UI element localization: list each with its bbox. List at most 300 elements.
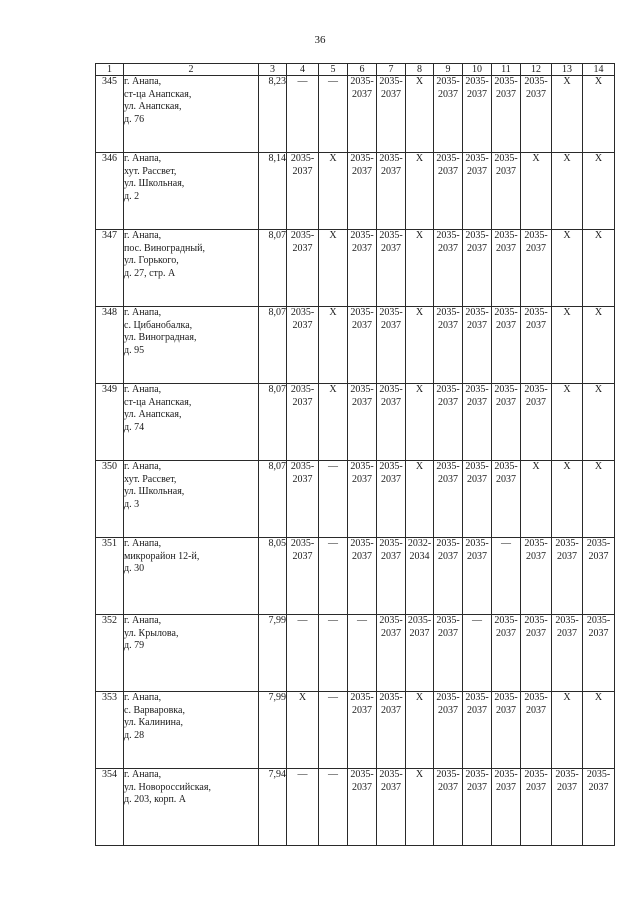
period-text: X xyxy=(594,153,603,164)
column-header: 9 xyxy=(434,64,463,76)
address-cell xyxy=(124,769,259,846)
period-cell xyxy=(552,307,583,384)
period-text: 2035- xyxy=(465,230,489,241)
period-cell xyxy=(319,615,348,692)
period-text: 2037 xyxy=(438,242,458,254)
address-line: хут. Рассвет, xyxy=(124,165,177,177)
table-row xyxy=(96,76,615,153)
period-text: 2037 xyxy=(438,627,458,639)
period-text: 2035- xyxy=(379,692,403,703)
period-text: 2035- xyxy=(290,230,315,241)
period-text: 2035- xyxy=(350,76,374,87)
period-text: 2037 xyxy=(526,627,546,639)
period-text: 2037 xyxy=(588,627,609,639)
period-cell xyxy=(434,461,463,538)
period-text: 2037 xyxy=(496,781,516,793)
row-number: 353 xyxy=(96,692,124,769)
period-text: X xyxy=(563,153,571,164)
period-text: 2035- xyxy=(379,384,403,395)
period-text: 2034 xyxy=(409,550,430,562)
period-text: 2037 xyxy=(526,781,546,793)
period-text: X xyxy=(415,76,424,87)
period-text: 2035- xyxy=(524,692,548,703)
period-cell xyxy=(434,76,463,153)
period-text: X xyxy=(298,692,307,703)
address-line: д. 30 xyxy=(124,563,145,574)
address-line: г. Анапа, xyxy=(124,384,162,395)
period-text: 2037 xyxy=(292,319,313,331)
period-cell xyxy=(406,692,434,769)
period-text: 2035- xyxy=(436,692,460,703)
period-text: X xyxy=(594,230,603,241)
period-text: X xyxy=(563,384,571,395)
period-text: 2037 xyxy=(526,704,546,716)
period-cell xyxy=(434,307,463,384)
period-cell xyxy=(434,769,463,846)
row-number: 354 xyxy=(96,769,124,846)
period-text: 2035- xyxy=(436,615,460,626)
period-text: 2037 xyxy=(352,781,372,793)
period-text: 2035- xyxy=(350,384,374,395)
period-text: 2035- xyxy=(586,615,611,626)
period-cell xyxy=(319,461,348,538)
period-text: 2035- xyxy=(350,153,374,164)
period-text: 2035- xyxy=(290,538,315,549)
period-cell xyxy=(521,307,552,384)
period-text: 2035- xyxy=(379,615,403,626)
period-text: X xyxy=(329,153,337,164)
table-row xyxy=(96,461,615,538)
period-text: 2037 xyxy=(381,396,401,408)
period-text: X xyxy=(594,461,603,472)
period-text: 2035- xyxy=(436,76,460,87)
period-text: 2035- xyxy=(290,307,315,318)
period-text: 2035- xyxy=(350,692,374,703)
period-cell xyxy=(406,769,434,846)
period-text: X xyxy=(532,461,540,472)
period-text: 2037 xyxy=(496,242,516,254)
value-cell: 8,05 xyxy=(259,538,287,615)
column-header: 6 xyxy=(348,64,377,76)
period-text: 2035- xyxy=(524,615,548,626)
period-cell xyxy=(406,384,434,461)
period-text: 2035- xyxy=(494,769,518,780)
table-row xyxy=(96,538,615,615)
period-text: 2035- xyxy=(350,538,374,549)
address-cell xyxy=(124,153,259,230)
period-cell xyxy=(377,692,406,769)
address-line: ул. Анапская, xyxy=(124,101,182,112)
period-cell xyxy=(434,692,463,769)
address-line: ул. Крылова, xyxy=(124,627,179,639)
period-cell xyxy=(521,153,552,230)
period-text: 2035- xyxy=(494,153,518,164)
period-text: — xyxy=(297,769,308,780)
period-text: 2037 xyxy=(467,319,487,331)
row-number: 352 xyxy=(96,615,124,692)
period-text: 2035- xyxy=(436,538,460,549)
address-line: д. 27, стр. А xyxy=(124,267,176,279)
address-line: д. 2 xyxy=(124,190,140,202)
period-text: 2035- xyxy=(436,384,460,395)
period-text: 2035- xyxy=(465,461,489,472)
page-number: 36 xyxy=(314,34,326,46)
period-text: X xyxy=(563,461,571,472)
address-line: г. Анапа, xyxy=(124,307,162,318)
period-cell xyxy=(552,615,583,692)
address-line: г. Анапа, xyxy=(124,615,162,626)
value-cell: 8,07 xyxy=(259,461,287,538)
period-text: 2037 xyxy=(292,396,313,408)
table-row xyxy=(96,769,615,846)
address-line: ст-ца Анапская, xyxy=(124,88,192,100)
address-line: г. Анапа, xyxy=(124,461,162,472)
period-text: — xyxy=(328,692,338,703)
period-cell xyxy=(319,76,348,153)
period-text: — xyxy=(501,538,511,549)
period-text: 2037 xyxy=(381,473,401,485)
period-text: X xyxy=(415,230,424,241)
period-text: 2037 xyxy=(292,473,313,485)
period-text: 2035- xyxy=(436,230,460,241)
period-text: X xyxy=(594,692,603,703)
period-cell xyxy=(463,153,492,230)
data-table xyxy=(95,63,615,846)
period-text: 2035- xyxy=(494,461,518,472)
period-text: 2035- xyxy=(586,538,611,549)
period-text: 2037 xyxy=(467,473,487,485)
period-cell xyxy=(434,615,463,692)
period-cell xyxy=(287,769,319,846)
period-cell xyxy=(406,538,434,615)
period-text: 2037 xyxy=(381,88,401,100)
period-cell xyxy=(348,769,377,846)
period-cell xyxy=(377,307,406,384)
period-cell xyxy=(406,461,434,538)
period-cell xyxy=(583,307,615,384)
address-line: ул. Школьная, xyxy=(124,486,185,497)
period-text: — xyxy=(472,615,482,626)
period-text: X xyxy=(415,692,424,703)
address-cell xyxy=(124,461,259,538)
period-text: 2037 xyxy=(292,550,313,562)
period-text: 2037 xyxy=(467,165,487,177)
period-text: 2032- xyxy=(407,538,432,549)
period-text: — xyxy=(297,76,308,87)
period-text: 2035- xyxy=(436,153,460,164)
period-text: 2037 xyxy=(467,550,487,562)
column-header: 5 xyxy=(319,64,348,76)
period-text: 2037 xyxy=(381,627,401,639)
period-text: 2035- xyxy=(290,461,315,472)
period-text: 2037 xyxy=(381,704,401,716)
period-text: 2037 xyxy=(352,88,372,100)
period-cell xyxy=(377,230,406,307)
period-text: X xyxy=(563,76,571,87)
address-line: д. 74 xyxy=(124,421,145,433)
period-cell xyxy=(521,769,552,846)
row-number: 350 xyxy=(96,461,124,538)
column-header: 12 xyxy=(521,64,552,76)
period-cell xyxy=(348,384,377,461)
row-number: 345 xyxy=(96,76,124,153)
period-text: 2035- xyxy=(436,769,460,780)
period-text: 2035- xyxy=(379,538,403,549)
period-text: X xyxy=(594,76,603,87)
address-line: микрорайон 12-й, xyxy=(124,550,200,562)
period-cell xyxy=(319,384,348,461)
column-header: 4 xyxy=(287,64,319,76)
period-text: 2037 xyxy=(467,704,487,716)
address-line: д. 76 xyxy=(124,113,145,125)
period-text: 2037 xyxy=(526,242,546,254)
period-text: 2035- xyxy=(379,461,403,472)
period-text: 2035- xyxy=(524,307,548,318)
column-header: 14 xyxy=(583,64,615,76)
period-cell xyxy=(521,615,552,692)
period-text: 2037 xyxy=(381,165,401,177)
table-row xyxy=(96,615,615,692)
period-text: 2035- xyxy=(494,692,518,703)
period-text: X xyxy=(415,307,424,318)
address-line: ул. Калинина, xyxy=(124,717,183,728)
period-cell xyxy=(287,461,319,538)
period-text: X xyxy=(415,461,424,472)
period-text: 2035- xyxy=(465,692,489,703)
period-text: 2037 xyxy=(526,88,546,100)
period-text: — xyxy=(328,461,338,472)
period-cell xyxy=(583,153,615,230)
period-text: 2035- xyxy=(465,538,489,549)
period-cell xyxy=(463,692,492,769)
period-text: 2037 xyxy=(588,781,609,793)
table-row xyxy=(96,230,615,307)
period-text: 2037 xyxy=(467,781,487,793)
period-cell xyxy=(492,461,521,538)
period-text: 2035- xyxy=(290,153,315,164)
value-cell: 8,07 xyxy=(259,384,287,461)
period-cell xyxy=(348,538,377,615)
value-cell: 8,23 xyxy=(259,76,287,153)
period-cell xyxy=(492,76,521,153)
period-cell xyxy=(583,615,615,692)
period-cell xyxy=(492,384,521,461)
value-cell: 8,07 xyxy=(259,307,287,384)
period-cell xyxy=(552,76,583,153)
period-text: 2035- xyxy=(379,769,403,780)
period-cell xyxy=(348,615,377,692)
period-cell xyxy=(492,230,521,307)
period-text: 2035- xyxy=(465,769,489,780)
table-row xyxy=(96,692,615,769)
table-row xyxy=(96,384,615,461)
period-text: 2035- xyxy=(436,307,460,318)
period-text: 2035- xyxy=(350,230,374,241)
address-cell xyxy=(124,692,259,769)
period-cell xyxy=(406,153,434,230)
period-text: 2037 xyxy=(438,319,458,331)
row-number: 346 xyxy=(96,153,124,230)
address-line: ул. Горького, xyxy=(124,255,179,266)
period-text: 2037 xyxy=(352,704,372,716)
period-text: 2035- xyxy=(555,769,579,780)
period-text: X xyxy=(329,230,337,241)
period-text: 2035- xyxy=(436,461,460,472)
period-cell xyxy=(583,76,615,153)
address-line: ул. Школьная, xyxy=(124,178,185,189)
period-text: 2037 xyxy=(352,319,372,331)
address-line: ст-ца Анапская, xyxy=(124,396,192,408)
period-cell xyxy=(583,384,615,461)
period-cell xyxy=(319,153,348,230)
column-header: 10 xyxy=(463,64,492,76)
value-cell: 7,99 xyxy=(259,692,287,769)
period-text: 2037 xyxy=(352,165,372,177)
period-cell xyxy=(492,692,521,769)
address-cell xyxy=(124,230,259,307)
period-text: — xyxy=(328,538,338,549)
value-cell: 7,99 xyxy=(259,615,287,692)
period-text: 2037 xyxy=(381,319,401,331)
row-number: 351 xyxy=(96,538,124,615)
period-text: 2037 xyxy=(557,550,577,562)
period-cell xyxy=(377,461,406,538)
period-cell xyxy=(348,230,377,307)
period-text: 2035- xyxy=(379,153,403,164)
address-line: ул. Новороссийская, xyxy=(124,781,211,793)
period-text: X xyxy=(329,384,337,395)
period-text: 2037 xyxy=(467,242,487,254)
period-cell xyxy=(463,384,492,461)
period-text: 2037 xyxy=(352,396,372,408)
period-text: 2037 xyxy=(526,550,546,562)
row-number: 349 xyxy=(96,384,124,461)
period-text: 2035- xyxy=(350,461,374,472)
period-cell xyxy=(319,538,348,615)
address-line: г. Анапа, xyxy=(124,538,162,549)
period-text: 2035- xyxy=(524,769,548,780)
period-text: 2037 xyxy=(496,319,516,331)
period-text: 2035- xyxy=(555,615,579,626)
period-text: X xyxy=(563,230,571,241)
period-cell xyxy=(406,76,434,153)
period-text: — xyxy=(328,769,338,780)
period-text: 2037 xyxy=(438,550,458,562)
period-cell xyxy=(583,538,615,615)
period-cell xyxy=(287,76,319,153)
period-cell xyxy=(377,153,406,230)
period-cell xyxy=(406,615,434,692)
period-cell xyxy=(552,384,583,461)
period-cell xyxy=(287,307,319,384)
period-cell xyxy=(434,230,463,307)
period-cell xyxy=(406,230,434,307)
address-line: г. Анапа, xyxy=(124,76,162,87)
period-text: 2035- xyxy=(407,615,432,626)
address-line: г. Анапа, xyxy=(124,692,162,703)
period-text: 2035- xyxy=(350,769,374,780)
column-header: 13 xyxy=(552,64,583,76)
period-text: 2037 xyxy=(352,550,372,562)
period-cell xyxy=(463,307,492,384)
period-cell xyxy=(492,615,521,692)
period-cell xyxy=(287,615,319,692)
period-cell xyxy=(492,153,521,230)
address-cell xyxy=(124,384,259,461)
column-header: 3 xyxy=(259,64,287,76)
period-cell xyxy=(377,384,406,461)
period-cell xyxy=(319,230,348,307)
period-text: 2037 xyxy=(496,88,516,100)
row-number: 347 xyxy=(96,230,124,307)
column-header: 8 xyxy=(406,64,434,76)
period-cell xyxy=(319,769,348,846)
period-text: 2037 xyxy=(526,319,546,331)
period-text: 2035- xyxy=(524,384,548,395)
period-text: 2035- xyxy=(586,769,611,780)
address-cell xyxy=(124,307,259,384)
address-cell xyxy=(124,615,259,692)
period-text: — xyxy=(328,615,338,626)
period-cell xyxy=(434,153,463,230)
period-cell xyxy=(348,307,377,384)
address-line: д. 3 xyxy=(124,498,140,510)
period-cell xyxy=(521,692,552,769)
period-text: 2037 xyxy=(496,396,516,408)
address-line: г. Анапа, xyxy=(124,769,162,780)
period-cell xyxy=(406,307,434,384)
period-text: 2035- xyxy=(524,76,548,87)
period-text: 2037 xyxy=(438,704,458,716)
period-cell xyxy=(377,769,406,846)
period-text: 2035- xyxy=(524,538,548,549)
address-line: ул. Анапская, xyxy=(124,409,182,420)
period-cell xyxy=(287,230,319,307)
period-text: 2037 xyxy=(438,396,458,408)
value-cell: 8,14 xyxy=(259,153,287,230)
period-cell xyxy=(348,461,377,538)
period-cell xyxy=(434,538,463,615)
period-cell xyxy=(287,153,319,230)
period-text: 2037 xyxy=(352,242,372,254)
period-text: 2035- xyxy=(465,153,489,164)
period-cell xyxy=(463,230,492,307)
address-line: г. Анапа, xyxy=(124,230,162,241)
period-text: 2037 xyxy=(409,627,430,639)
period-text: X xyxy=(594,384,603,395)
address-line: ул. Виноградная, xyxy=(124,332,197,343)
address-line: д. 28 xyxy=(124,729,145,741)
period-cell xyxy=(552,692,583,769)
period-cell xyxy=(287,384,319,461)
period-text: 2037 xyxy=(292,165,313,177)
period-text: 2037 xyxy=(526,396,546,408)
period-cell xyxy=(377,76,406,153)
period-cell xyxy=(348,692,377,769)
period-text: X xyxy=(415,153,424,164)
table-row xyxy=(96,307,615,384)
address-line: с. Варваровка, xyxy=(124,704,185,716)
period-text: 2035- xyxy=(379,76,403,87)
period-cell xyxy=(492,538,521,615)
period-text: 2037 xyxy=(381,242,401,254)
period-text: 2035- xyxy=(494,384,518,395)
period-text: X xyxy=(532,153,540,164)
period-text: 2037 xyxy=(381,550,401,562)
period-cell xyxy=(521,538,552,615)
period-cell xyxy=(583,769,615,846)
period-text: 2035- xyxy=(494,230,518,241)
